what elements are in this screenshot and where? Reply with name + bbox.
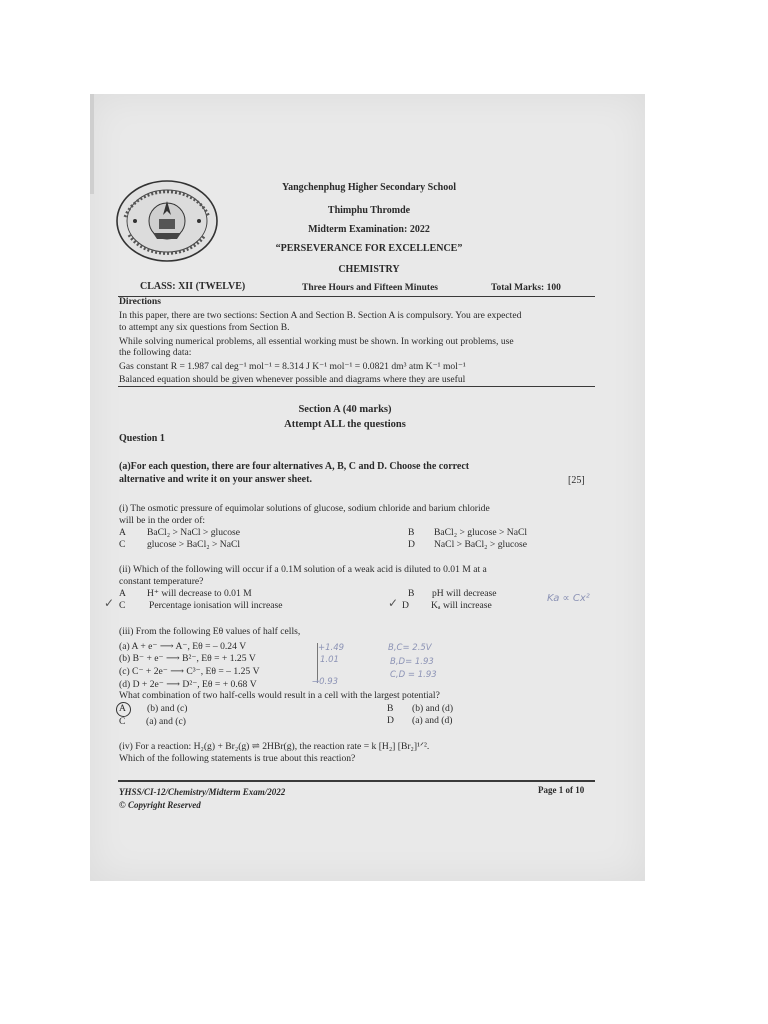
- q2-option-b-letter: B: [408, 588, 415, 599]
- q3-question: What combination of two half-cells would result in a cell with the largest potential?: [119, 690, 440, 701]
- gas-constant-line: Gas constant R = 1.987 cal deg⁻¹ mol⁻¹ = 8.314 J K⁻¹ mol⁻¹ = 0.0821 dm³ atm K⁻¹ mol⁻¹: [119, 361, 466, 372]
- directions-line-2: to attempt any six questions from Section B.: [119, 322, 290, 333]
- district-name: Thimphu Thromde: [327, 205, 411, 216]
- half-cell-a: (a) A + e⁻ ⟶ A⁻, Eθ = – 0.24 V: [119, 641, 247, 652]
- q2-option-d-letter: D: [402, 600, 409, 611]
- q3-option-d: (a) and (d): [412, 715, 453, 726]
- q1-stem-line-1: (i) The osmotic pressure of equimolar solutions of glucose, sodium chloride and barium chloride: [119, 503, 490, 514]
- handwritten-note: →0.93: [312, 677, 339, 687]
- exam-title: Midterm Examination: 2022: [308, 224, 430, 235]
- tick-mark-icon: ✓: [104, 596, 115, 610]
- q1-option-c: glucose > BaCl₂ > NaCl: [147, 539, 241, 550]
- q2-option-d: Kₐ will increase: [431, 600, 492, 611]
- tick-mark-icon: ✓: [388, 596, 399, 610]
- q1-option-b-letter: B: [408, 527, 415, 538]
- handwritten-note: 1.01: [320, 655, 339, 665]
- handwritten-note: B,D= 1.93: [390, 657, 434, 667]
- directions-rule: [118, 386, 595, 387]
- q2-option-c-letter: C: [119, 600, 126, 611]
- question-label: Question 1: [119, 433, 165, 444]
- paper-edge-shadow: [90, 94, 94, 194]
- handwritten-note: +1.49: [318, 643, 345, 653]
- subject-title: CHEMISTRY: [338, 264, 400, 275]
- exam-duration: Three Hours and Fifteen Minutes: [302, 283, 438, 293]
- q3-option-a-letter: A: [119, 703, 126, 714]
- class-label: CLASS: XII (TWELVE): [140, 281, 246, 292]
- half-cell-c: (c) C⁻ + 2e⁻ ⟶ C³⁻, Eθ = – 1.25 V: [119, 666, 260, 677]
- part-a-instruction-1: (a)For each question, there are four alternatives A, B, C and D. Choose the correct: [119, 461, 470, 472]
- q1-option-c-letter: C: [119, 539, 126, 550]
- q3-option-c-letter: C: [119, 716, 126, 727]
- directions-line-6: Balanced equation should be given whenever possible and diagrams where they are useful: [119, 374, 466, 385]
- part-a-instruction-2: alternative and write it on your answer sheet.: [119, 474, 312, 485]
- q1-stem-line-2: will be in the order of:: [119, 515, 206, 526]
- directions-line-3: While solving numerical problems, all essential working must be shown. In working out problems, use: [119, 336, 514, 347]
- directions-line-4: the following data:: [119, 347, 192, 358]
- q3-option-b: (b) and (d): [412, 703, 454, 714]
- q2-option-a: H⁺ will decrease to 0.01 M: [147, 588, 252, 599]
- q4-stem-line-1: (iv) For a reaction: H₂(g) + Br₂(g) ⇌ 2HBr(g), the reaction rate = k [H₂] [Br₂]¹ᐟ².: [119, 741, 430, 752]
- q2-stem-line-2: constant temperature?: [119, 576, 204, 587]
- q3-option-b-letter: B: [387, 703, 394, 714]
- q2-stem-line-1: (ii) Which of the following will occur if a 0.1M solution of a weak acid is diluted to 0.01 M at a: [119, 564, 487, 575]
- paper-code: YHSS/CI-12/Chemistry/Midterm Exam/2022: [119, 787, 286, 797]
- section-title: Section A (40 marks): [298, 404, 392, 415]
- handwritten-note: C,D = 1.93: [390, 670, 437, 680]
- q1-option-a: BaCl₂ > NaCl > glucose: [147, 527, 241, 538]
- q2-option-c: Percentage ionisation will increase: [149, 600, 283, 611]
- total-marks: Total Marks: 100: [491, 283, 561, 293]
- half-cell-d: (d) D + 2e⁻ ⟶ D²⁻, Eθ = + 0.68 V: [119, 679, 257, 690]
- header-rule: [118, 296, 595, 297]
- half-cell-b: (b) B⁻ + e⁻ ⟶ B²⁻, Eθ = + 1.25 V: [119, 653, 256, 664]
- directions-title: Directions: [119, 296, 161, 307]
- footer-rule: [118, 780, 595, 782]
- q1-option-d-letter: D: [408, 539, 415, 550]
- copyright-notice: © Copyright Reserved: [119, 800, 201, 810]
- school-motto: “PERSEVERANCE FOR EXCELLENCE”: [275, 243, 463, 254]
- q3-option-c: (a) and (c): [146, 716, 186, 727]
- school-name: Yangchenphug Higher Secondary School: [281, 182, 456, 193]
- section-subtitle: Attempt ALL the questions: [284, 419, 406, 430]
- q1-option-d: NaCl > BaCl₂ > glucose: [434, 539, 528, 550]
- q2-option-a-letter: A: [119, 588, 126, 599]
- handwritten-note: B,C= 2.5V: [388, 643, 432, 653]
- handwritten-note: Ka ∝ Cx²: [547, 593, 590, 604]
- q3-stem: (iii) From the following Eθ values of half cells,: [119, 626, 301, 637]
- q2-option-b: pH will decrease: [432, 588, 497, 599]
- q1-option-a-letter: A: [119, 527, 126, 538]
- directions-line-1: In this paper, there are two sections: Section A and Section B. Section A is compulsory. You are expected: [119, 310, 522, 321]
- q4-stem-line-2: Which of the following statements is true about this reaction?: [119, 753, 356, 764]
- q3-option-a: (b) and (c): [147, 703, 188, 714]
- page-number: Page 1 of 10: [538, 785, 585, 795]
- part-a-marks: [25]: [568, 475, 585, 486]
- q3-option-d-letter: D: [387, 715, 394, 726]
- q1-option-b: BaCl₂ > glucose > NaCl: [434, 527, 528, 538]
